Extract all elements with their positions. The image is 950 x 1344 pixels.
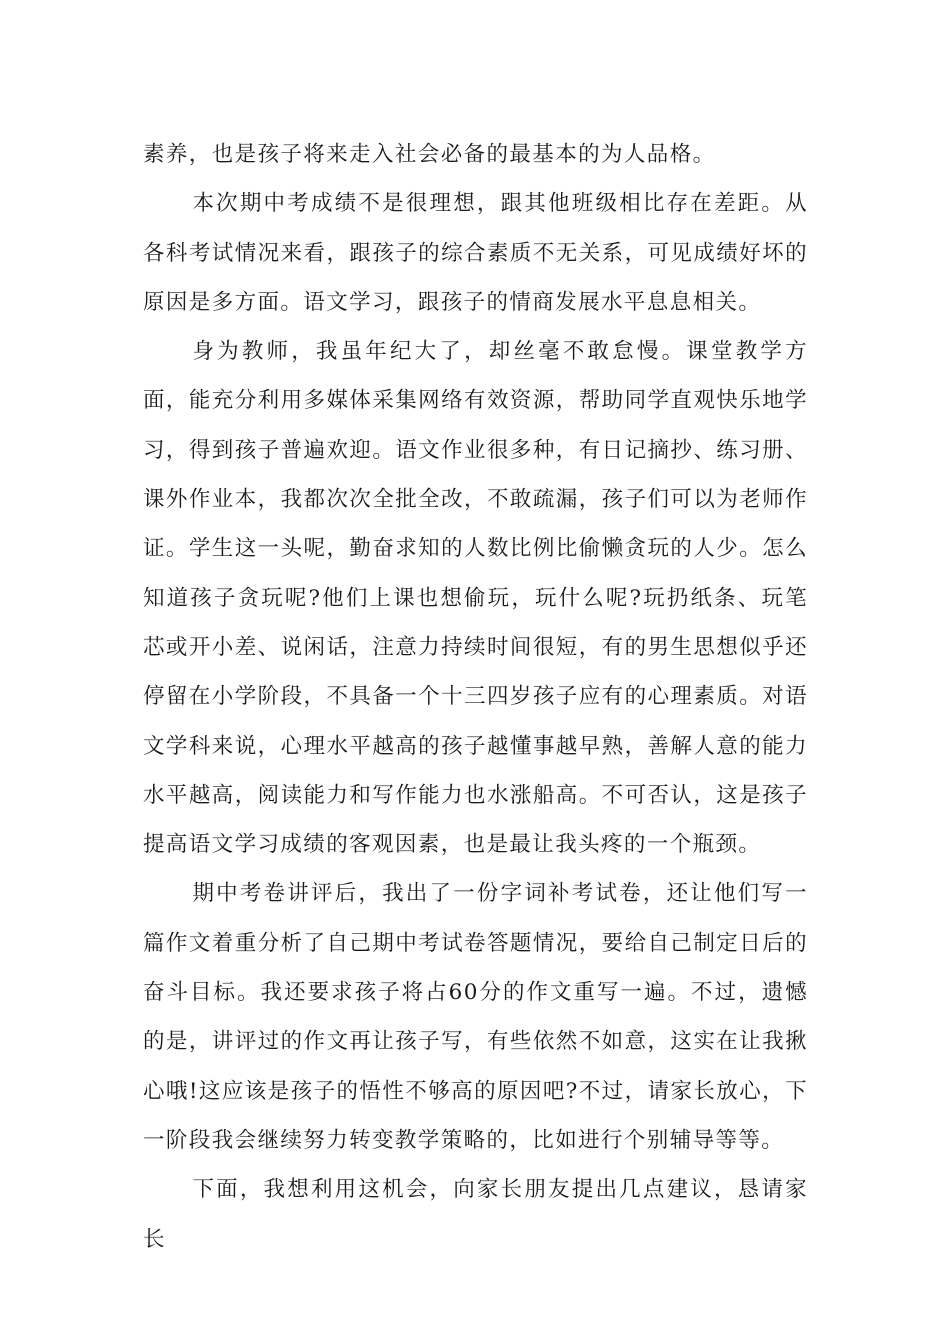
document-body <box>143 130 808 1264</box>
paragraph-exam-review: 期中考卷讲评后，我出了一份字词补考试卷，还让他们写一篇作文着重分析了自己期中考试卷答题情况，要给自己制定日后的奋斗目标。我还要求孩子将占60分的作文重写一遍。不过，遗憾的是，讲评过的作文再让孩子写，有些依然不如意，这实在让我揪心哦!这应该是孩子的悟性不够高的原因吧?不过，请家长放心，下一阶段我会继续努力转变教学策略的，比如进行个别辅导等等。 <box>143 881 808 1153</box>
paragraph-exam-results: 本次期中考成绩不是很理想，跟其他班级相比存在差距。从各科考试情况来看，跟孩子的综合素质不无关系，可见成绩好坏的原因是多方面。语文学习，跟孩子的情商发展水平息息相关。 <box>143 191 808 315</box>
paragraph-teaching-reflection: 身为教师，我虽年纪大了，却丝毫不敢怠慢。课堂教学方面，能充分利用多媒体采集网络有效资源，帮助同学直观快乐地学习，得到孩子普遍欢迎。语文作业很多种，有日记摘抄、练习册、课外作业本，我都次次全批全改，不敢疏漏，孩子们可以为老师作证。学生这一头呢，勤奋求知的人数比例比偷懒贪玩的人少。怎么知道孩子贪玩呢?他们上课也想偷玩，玩什么呢?玩扔纸条、玩笔芯或开小差、说闲话，注意力持续时间很短，有的男生思想似乎还停留在小学阶段，不具备一个十三四岁孩子应有的心理素质。对语文学科来说，心理水平越高的孩子越懂事越早熟，善解人意的能力水平越高，阅读能力和写作能力也水涨船高。不可否认，这是孩子提高语文学习成绩的客观因素，也是最让我头疼的一个瓶颈。 <box>143 339 808 858</box>
paragraph-continuation: 素养，也是孩子将来走入社会必备的最基本的为人品格。 <box>143 142 716 167</box>
paragraph-suggestions-intro: 下面，我想利用这机会，向家长朋友提出几点建议，恳请家长 <box>143 1177 808 1252</box>
